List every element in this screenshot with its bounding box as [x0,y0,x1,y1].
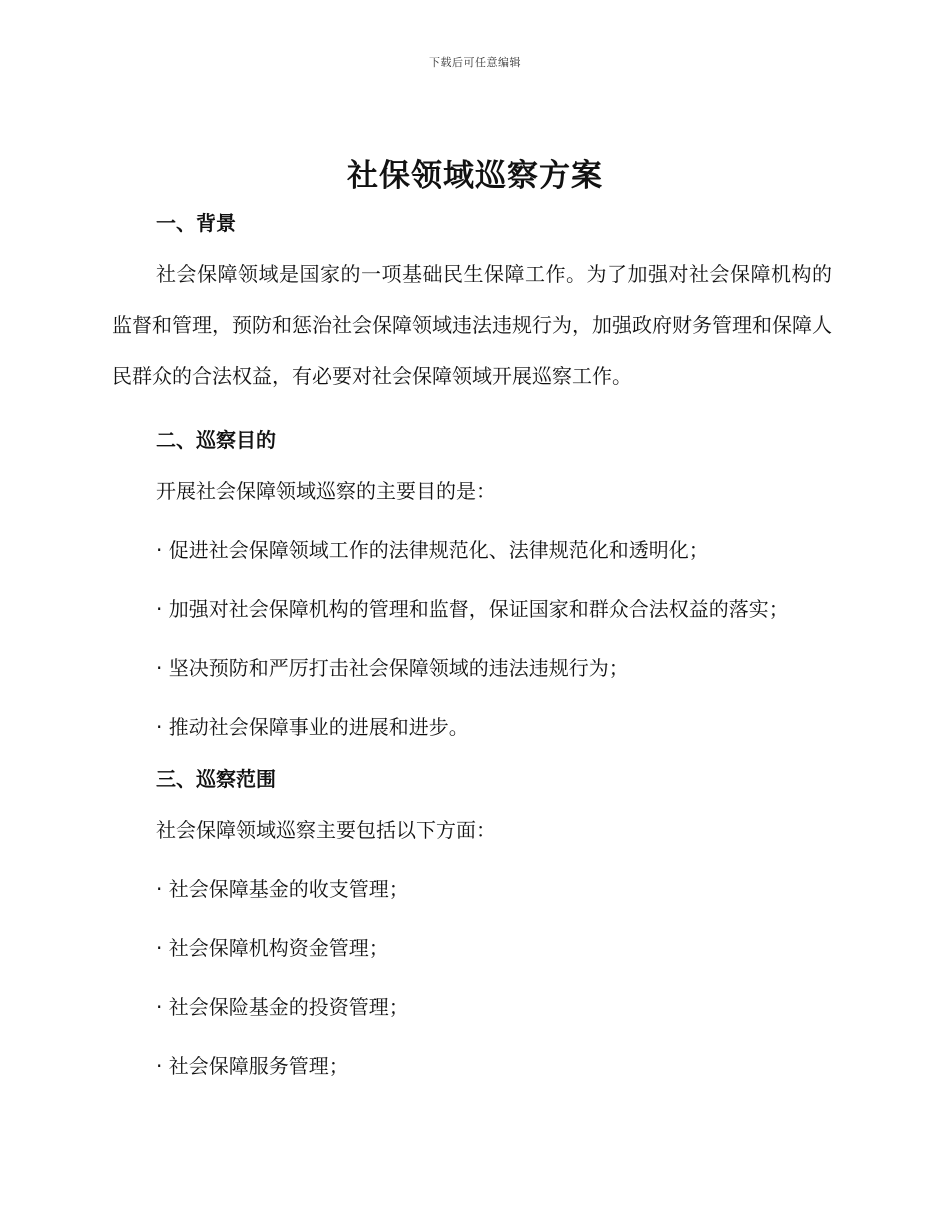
scope-bullet: · 社会保障机构资金管理； [156,936,389,960]
document-title: 社保领域巡察方案 [347,158,603,194]
scope-bullet: · 社会保障服务管理； [156,1054,349,1078]
purpose-bullet: · 加强对社会保障机构的管理和监督，保证国家和群众合法权益的落实； [156,597,789,621]
purpose-bullet: · 促进社会保障领域工作的法律规范化、法律规范化和透明化； [156,538,709,562]
scope-bullet: · 社会保障基金的收支管理； [156,877,409,901]
scope-bullet: · 社会保险基金的投资管理； [156,995,409,1019]
purpose-bullet: · 坚决预防和严厉打击社会保障领域的违法违规行为； [156,656,629,680]
header-note: 下载后可任意编辑 [429,56,521,69]
background-paragraph: 社会保障领域是国家的一项基础民生保障工作。为了加强对社会保障机构的监督和管理，预防和惩治社会保障领域违法违规行为，加强政府财务管理和保障人民群众的合法权益，有必要对社会保障领域开展巡察工作。 [112,262,832,388]
purpose-bullet: · 推动社会保障事业的进展和进步。 [156,715,469,739]
scope-intro: 社会保障领域巡察主要包括以下方面： [156,818,496,842]
section-heading-background: 一、背景 [156,211,236,235]
purpose-intro: 开展社会保障领域巡察的主要目的是： [156,479,496,503]
document-body [112,205,832,1092]
section-heading-scope: 三、巡察范围 [156,767,276,791]
section-heading-purpose: 二、巡察目的 [156,428,276,452]
